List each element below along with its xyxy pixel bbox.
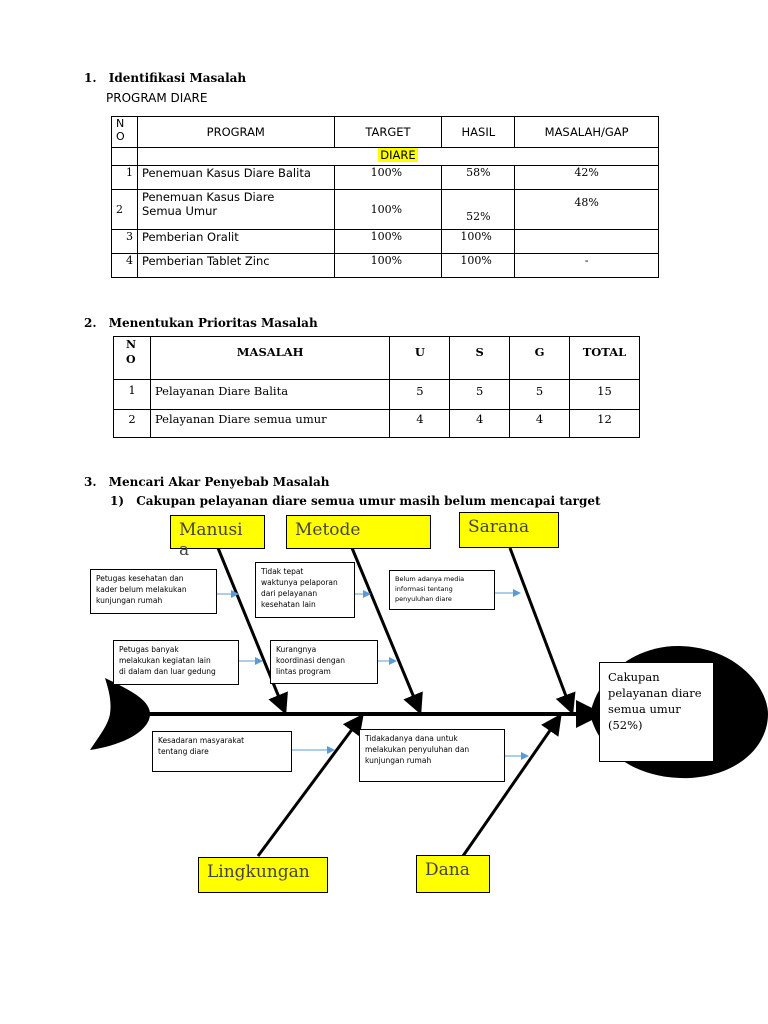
section-1-number: 1. [84,71,97,85]
row-g: 5 [510,380,570,410]
effect-box: Cakupan pelayanan diare semua umur (52%) [599,662,714,762]
header-u: U [390,337,450,380]
row-s: 5 [450,380,510,410]
row-masalah: Pelayanan Diare semua umur [150,410,389,438]
header-no: N O [114,337,151,380]
header-s: S [450,337,510,380]
fish-tail-shape [90,678,150,750]
row-no: 4 [112,254,138,278]
row-u: 5 [390,380,450,410]
row-hasil: 100% [442,230,515,254]
category-sarana: Sarana [459,512,559,548]
row-program: Penemuan Kasus Diare Semua Umur [137,190,334,230]
header-gap: MASALAH/GAP [515,117,659,148]
header-hasil: HASIL [442,117,515,148]
category-manusia: Manusi a [170,515,265,549]
cause-box: Belum adanya media informasi tentang penyuluhan diare [389,570,495,610]
row-g: 4 [510,410,570,438]
row-no: 1 [114,380,151,410]
cause-box: Petugas kesehatan dan kader belum melakukan kunjungan rumah [90,569,217,614]
row-target: 100% [334,254,442,278]
row-program: Pemberian Oralit [137,230,334,254]
program-subtitle: PROGRAM DIARE [106,91,208,105]
row-gap: 48% [515,190,659,230]
cause-box: Petugas banyak melakukan kegiatan lain di dalam dan luar gedung [113,640,239,685]
section-3-number: 3. [84,475,97,489]
section-3-title: Mencari Akar Penyebab Masalah [108,475,330,489]
row-total: 15 [570,380,640,410]
row-hasil: 100% [442,254,515,278]
row-s: 4 [450,410,510,438]
row-program: Penemuan Kasus Diare Balita [137,166,334,190]
section-1-title: Identifikasi Masalah [108,71,247,85]
section-2-title: Menentukan Prioritas Masalah [108,316,318,330]
cause-box: Tidakadanya dana untuk melakukan penyuluhan dan kunjungan rumah [359,729,505,782]
category-dana: Dana [416,855,490,893]
cause-box: Kesadaran masyarakat tentang diare [152,731,292,772]
row-total: 12 [570,410,640,438]
category-lingkungan: Lingkungan [198,857,328,893]
row-program: Pemberian Tablet Zinc [137,254,334,278]
subsection-title: Cakupan pelayanan diare semua umur masih belum mencapai target [136,494,601,508]
row-no: 3 [112,230,138,254]
bone-sarana [510,548,572,712]
header-masalah: MASALAH [150,337,389,380]
header-total: TOTAL [570,337,640,380]
cause-box: Tidak tepat waktunya pelaporan dari pelayanan kesehatan lain [255,562,355,618]
row-target: 100% [334,230,442,254]
cause-box: Kurangnya koordinasi dengan lintas program [270,640,378,684]
row-target: 100% [334,190,442,230]
group-label: DIARE [380,148,416,162]
row-no: 2 [112,190,138,230]
row-no: 2 [114,410,151,438]
header-program: PROGRAM [137,117,334,148]
header-g: G [510,337,570,380]
category-metode: Metode [286,515,431,549]
row-hasil: 52% [442,190,515,230]
row-masalah: Pelayanan Diare Balita [150,380,389,410]
row-gap: 42% [515,166,659,190]
header-target: TARGET [334,117,442,148]
header-no: N O [112,117,138,148]
row-hasil: 58% [442,166,515,190]
row-no: 1 [112,166,138,190]
row-gap: - [515,254,659,278]
section-2-number: 2. [84,316,97,330]
row-target: 100% [334,166,442,190]
subsection-number: 1) [110,494,125,508]
row-u: 4 [390,410,450,438]
